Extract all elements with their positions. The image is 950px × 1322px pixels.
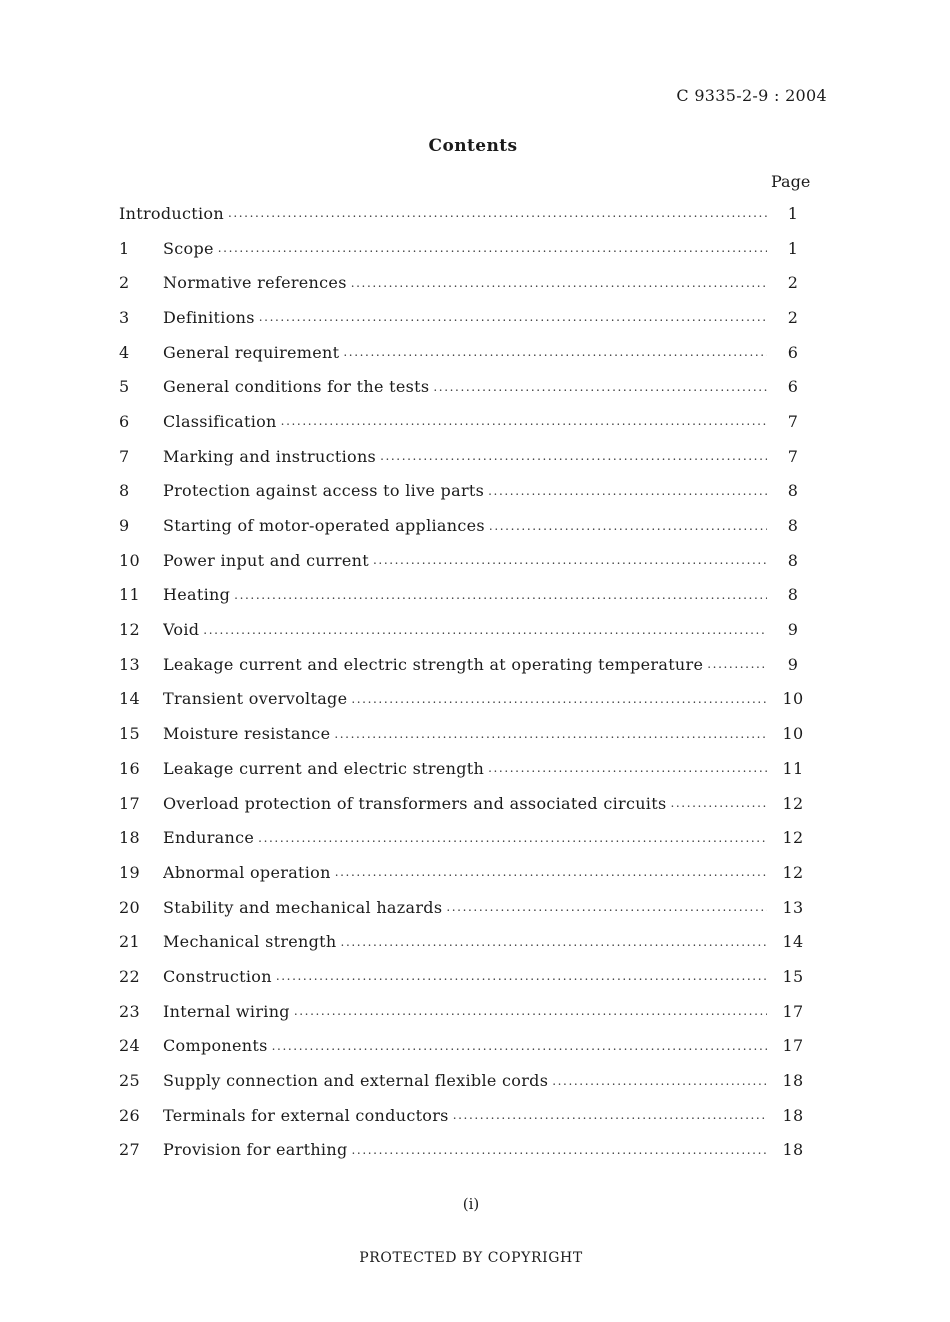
dot-leader (380, 449, 767, 463)
toc-entry[interactable] (119, 300, 813, 335)
toc-entry[interactable] (119, 508, 813, 543)
toc-entry-title: Leakage current and electric strength (163, 758, 485, 778)
toc-entry-page: 1 (787, 203, 799, 223)
toc-entry-number: 15 (119, 724, 140, 744)
toc-entry-page: 12 (782, 862, 804, 882)
toc-entry-number: 7 (119, 446, 130, 466)
toc-entry[interactable] (119, 439, 813, 474)
toc-entry-number: 19 (119, 862, 140, 882)
toc-entry-number: 1 (119, 238, 130, 258)
dot-leader (670, 796, 767, 810)
toc-entry-page: 9 (787, 654, 799, 674)
toc-entry[interactable] (119, 1063, 813, 1098)
toc-entry[interactable] (119, 924, 813, 959)
toc-entry-title: Stability and mechanical hazards (163, 897, 443, 917)
toc-entry[interactable] (119, 543, 813, 578)
toc-entry-title: Leakage current and electric strength at operating temperature (163, 654, 704, 674)
dot-leader (294, 1004, 767, 1018)
toc-entry-title-wrap (163, 724, 813, 743)
toc-entry-title-wrap (163, 932, 813, 951)
toc-entry-title-wrap (163, 1140, 813, 1159)
toc-entry[interactable] (119, 369, 813, 404)
document-id: C 9335-2-9 : 2004 (676, 86, 827, 105)
toc-entry-number: 3 (119, 307, 130, 327)
toc-entry-title: Mechanical strength (163, 932, 337, 952)
toc-entry-page: 17 (782, 1036, 804, 1056)
toc-entry-title-wrap (163, 585, 813, 604)
toc-entry-title: Introduction (119, 203, 224, 223)
dot-leader (352, 1143, 768, 1157)
toc-entry-title: Abnormal operation (163, 862, 331, 882)
dot-leader (259, 310, 767, 324)
toc-entry-title: Terminals for external conductors (163, 1105, 449, 1125)
toc-entry-title-wrap (163, 481, 813, 500)
toc-entry-title-wrap (163, 412, 813, 431)
toc-entry-title-wrap (163, 655, 813, 674)
toc-entry-title: Components (163, 1036, 268, 1056)
table-of-contents (119, 196, 813, 1167)
toc-entry-number: 24 (119, 1036, 140, 1056)
toc-entry-number: 16 (119, 758, 140, 778)
toc-entry-title: Scope (163, 238, 214, 258)
toc-entry-title: General requirement (163, 342, 340, 362)
toc-entry[interactable] (119, 404, 813, 439)
toc-entry-title-wrap (163, 898, 813, 917)
dot-leader (234, 588, 767, 602)
toc-entry-number: 11 (119, 585, 140, 605)
toc-entry-title-wrap (163, 273, 813, 292)
toc-entry-number: 13 (119, 654, 140, 674)
dot-leader (272, 1039, 767, 1053)
toc-entry-title-wrap (163, 967, 813, 986)
toc-entry-title-wrap (163, 689, 813, 708)
toc-entry[interactable] (119, 1133, 813, 1168)
toc-entry-title: Power input and current (163, 550, 369, 570)
toc-entry-title-wrap (163, 794, 813, 813)
toc-entry-number: 8 (119, 481, 130, 501)
toc-entry[interactable] (119, 1098, 813, 1133)
toc-entry-page: 13 (782, 897, 804, 917)
toc-entry[interactable] (119, 820, 813, 855)
toc-entry-title-wrap (163, 447, 813, 466)
toc-entry-page: 8 (787, 550, 799, 570)
toc-entry-title: Endurance (163, 828, 255, 848)
toc-entry-number: 25 (119, 1071, 140, 1091)
toc-entry-page: 2 (787, 273, 799, 293)
dot-leader (488, 761, 767, 775)
toc-entry-number: 20 (119, 897, 140, 917)
toc-entry-number: 10 (119, 550, 140, 570)
toc-entry-number: 21 (119, 932, 140, 952)
toc-entry-title: Marking and instructions (163, 446, 377, 466)
toc-entry-title: Construction (163, 966, 272, 986)
toc-entry-number: 2 (119, 273, 130, 293)
toc-entry[interactable] (119, 612, 813, 647)
toc-entry[interactable] (119, 335, 813, 370)
toc-entry-page: 10 (782, 689, 804, 709)
dot-leader (276, 969, 767, 983)
toc-entry[interactable] (119, 786, 813, 821)
toc-entry-title: Internal wiring (163, 1001, 290, 1021)
toc-entry-page: 9 (787, 620, 799, 640)
toc-entry[interactable] (119, 855, 813, 890)
toc-entry-title: Definitions (163, 307, 255, 327)
dot-leader (335, 865, 767, 879)
toc-entry[interactable] (119, 890, 813, 925)
toc-entry-title: Normative references (163, 273, 347, 293)
toc-entry-page: 6 (787, 342, 799, 362)
dot-leader (489, 519, 767, 533)
toc-entry-number: 12 (119, 620, 140, 640)
toc-entry-page: 7 (787, 446, 799, 466)
toc-entry[interactable] (119, 265, 813, 300)
dot-leader (228, 206, 767, 220)
toc-entry-page: 11 (782, 758, 804, 778)
toc-entry-page: 14 (782, 932, 804, 952)
toc-entry-page: 7 (787, 411, 799, 431)
dot-leader (707, 657, 767, 671)
toc-entry-title-wrap (163, 239, 813, 258)
toc-entry-title-wrap (163, 551, 813, 570)
toc-entry-number: 4 (119, 342, 130, 362)
toc-entry[interactable] (119, 196, 813, 231)
toc-entry-title-wrap (163, 343, 813, 362)
toc-entry-title-wrap (163, 828, 813, 847)
dot-leader (552, 1074, 767, 1088)
toc-entry-page: 18 (782, 1071, 804, 1091)
toc-entry-title-wrap (163, 1036, 813, 1055)
toc-entry-number: 27 (119, 1140, 140, 1160)
toc-entry-title: Classification (163, 411, 277, 431)
toc-entry-page: 8 (787, 481, 799, 501)
toc-entry-number: 14 (119, 689, 140, 709)
toc-entry-page: 2 (787, 307, 799, 327)
toc-entry-page: 1 (787, 238, 799, 258)
toc-entry-number: 18 (119, 828, 140, 848)
toc-entry-page: 15 (782, 966, 804, 986)
toc-entry[interactable] (119, 716, 813, 751)
toc-entry[interactable] (119, 959, 813, 994)
toc-entry-title: General conditions for the tests (163, 377, 430, 397)
copyright-notice: PROTECTED BY COPYRIGHT (359, 1250, 583, 1266)
toc-entry-page: 6 (787, 377, 799, 397)
page-column-heading: Page (771, 172, 811, 191)
dot-leader (203, 623, 767, 637)
toc-entry-page: 10 (782, 724, 804, 744)
page-number: (i) (462, 1195, 480, 1213)
toc-entry[interactable] (119, 751, 813, 786)
contents-title: Contents (428, 136, 518, 156)
toc-entry-title-wrap (163, 1002, 813, 1021)
toc-entry-title: Transient overvoltage (163, 689, 348, 709)
dot-leader (281, 414, 767, 428)
dot-leader (351, 692, 767, 706)
toc-entry-number: 9 (119, 516, 130, 536)
toc-entry-title: Supply connection and external flexible cords (163, 1071, 549, 1091)
toc-entry-title-wrap (163, 377, 813, 396)
toc-entry-title-wrap (119, 204, 813, 223)
toc-entry-number: 22 (119, 966, 140, 986)
dot-leader (343, 345, 767, 359)
toc-entry[interactable] (119, 1029, 813, 1064)
toc-entry-title-wrap (163, 516, 813, 535)
dot-leader (334, 727, 767, 741)
dot-leader (218, 241, 767, 255)
dot-leader (433, 380, 767, 394)
dot-leader (453, 1108, 767, 1122)
toc-entry-number: 23 (119, 1001, 140, 1021)
toc-entry-title-wrap (163, 759, 813, 778)
toc-entry-number: 17 (119, 793, 140, 813)
dot-leader (446, 900, 767, 914)
toc-entry-page: 8 (787, 516, 799, 536)
toc-entry-title-wrap (163, 1071, 813, 1090)
toc-entry-page: 8 (787, 585, 799, 605)
toc-entry-title-wrap (163, 620, 813, 639)
dot-leader (341, 935, 767, 949)
toc-entry-title: Provision for earthing (163, 1140, 348, 1160)
dot-leader (488, 484, 767, 498)
toc-entry[interactable] (119, 682, 813, 717)
toc-entry-title-wrap (163, 308, 813, 327)
toc-entry-number: 6 (119, 411, 130, 431)
toc-entry-page: 12 (782, 793, 804, 813)
toc-entry-title-wrap (163, 1106, 813, 1125)
toc-entry-page: 18 (782, 1105, 804, 1125)
toc-entry[interactable] (119, 647, 813, 682)
dot-leader (373, 553, 767, 567)
toc-entry-number: 5 (119, 377, 130, 397)
toc-entry-title: Heating (163, 585, 231, 605)
toc-entry-page: 18 (782, 1140, 804, 1160)
toc-entry-title: Protection against access to live parts (163, 481, 485, 501)
toc-entry[interactable] (119, 994, 813, 1029)
toc-entry-page: 12 (782, 828, 804, 848)
toc-entry[interactable] (119, 231, 813, 266)
toc-entry-title: Overload protection of transformers and associated circuits (163, 793, 667, 813)
toc-entry-title: Starting of motor-operated appliances (163, 516, 485, 536)
toc-entry[interactable] (119, 578, 813, 613)
toc-entry-number: 26 (119, 1105, 140, 1125)
toc-entry[interactable] (119, 474, 813, 509)
dot-leader (351, 276, 767, 290)
toc-entry-page: 17 (782, 1001, 804, 1021)
dot-leader (258, 831, 767, 845)
toc-entry-title: Void (163, 620, 200, 640)
toc-entry-title: Moisture resistance (163, 724, 331, 744)
toc-entry-title-wrap (163, 863, 813, 882)
